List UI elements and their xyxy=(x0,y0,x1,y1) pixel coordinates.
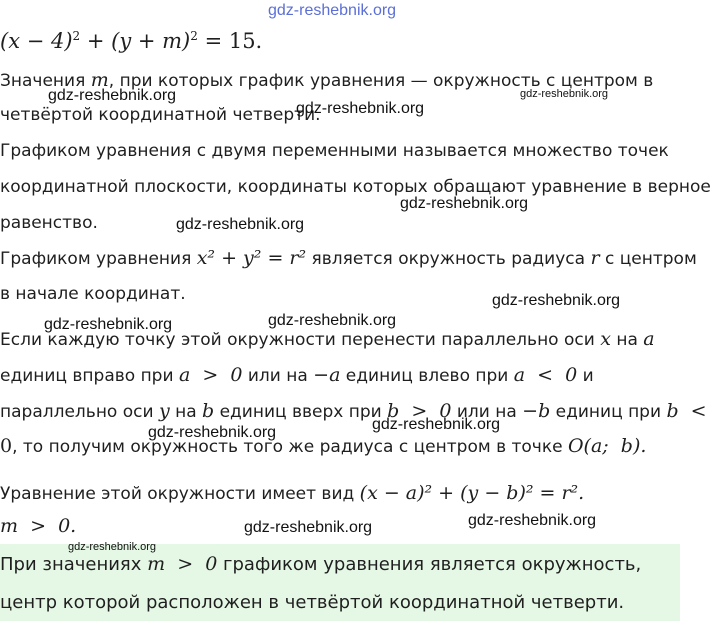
shift-var-y: y xyxy=(158,400,170,422)
shift-line-2 xyxy=(0,364,594,387)
eq-plus: + xyxy=(80,29,112,53)
circle-line-1 xyxy=(0,247,697,270)
intro-text-a: Значения xyxy=(0,71,91,91)
watermark: gdz-reshebnik.org xyxy=(148,424,277,441)
shift-var-a: a xyxy=(643,328,655,350)
watermark: gdz-reshebnik.org xyxy=(44,316,173,333)
intro-text-b: , при которых график уравнения — окружность с центром в xyxy=(108,71,654,91)
watermark: gdz-reshebnik.org xyxy=(520,88,609,100)
shift-line-3 xyxy=(0,400,707,423)
watermark: gdz-reshebnik.org xyxy=(268,312,397,329)
general-formula: (x − a)² + (y − b)² = r². xyxy=(359,482,585,504)
shift-cond-b-pos: b > 0 xyxy=(387,400,452,422)
shift-cond-a-pos: a > 0 xyxy=(178,364,243,386)
circle-text-a: Графиком уравнения xyxy=(0,249,197,269)
watermark: gdz-reshebnik.org xyxy=(296,100,425,117)
condition-line: m > 0. xyxy=(0,515,77,537)
watermark: gdz-reshebnik.org xyxy=(372,416,501,433)
shift-neg-a: −a xyxy=(313,364,341,386)
watermark: gdz-reshebnik.org xyxy=(68,541,157,553)
answer-cond: m > 0 xyxy=(147,553,218,575)
shift-line-4 xyxy=(0,435,646,458)
shift-text-up: единиц вверх при xyxy=(214,402,388,422)
shift-text-1: Если каждую точку этой окружности перенести параллельно оси xyxy=(0,330,601,350)
shift-text-left: единиц влево при xyxy=(340,366,514,386)
circle-text-b: является окружность радиуса xyxy=(306,249,591,269)
general-text: Уравнение этой окружности имеет вид xyxy=(0,484,360,504)
shift-text-3: параллельно оси xyxy=(0,402,159,422)
intro-var-m: m xyxy=(90,69,109,91)
main-equation xyxy=(0,30,262,52)
circle-line-2: в начале координат. xyxy=(0,284,186,304)
eq-rest: = 15. xyxy=(197,29,263,53)
shift-text-na-2: на xyxy=(169,402,203,422)
watermark: gdz-reshebnik.org xyxy=(492,292,621,309)
watermark: gdz-reshebnik.org xyxy=(268,2,397,19)
general-line xyxy=(0,482,584,505)
shift-var-b: b xyxy=(202,400,215,422)
watermark: gdz-reshebnik.org xyxy=(468,512,597,529)
eq-term-b: (y + m) xyxy=(111,29,191,53)
watermark: gdz-reshebnik.org xyxy=(48,87,177,104)
shift-text-4: , то получим окружность того же радиуса с центром в точке xyxy=(12,437,568,457)
circle-var-r: r xyxy=(590,247,600,269)
shift-zero: 0 xyxy=(0,435,13,457)
shift-cond-a-neg: a < 0 xyxy=(513,364,578,386)
shift-text-and: и xyxy=(577,366,594,386)
shift-text-units: единиц при xyxy=(550,402,667,422)
answer-line-1 xyxy=(0,553,641,576)
shift-neg-b: −b xyxy=(522,400,551,422)
intro-line-2: четвёртой координатной четверти. xyxy=(0,105,321,125)
shift-text-or: или на xyxy=(242,366,314,386)
definition-line-2: координатной плоскости, координаты которых обращают уравнение в верное xyxy=(0,177,711,197)
watermark: gdz-reshebnik.org xyxy=(400,195,529,212)
shift-cond-b-neg: b < xyxy=(666,400,707,422)
eq-exp-2: 2 xyxy=(190,29,198,43)
shift-text-na: на xyxy=(610,330,644,350)
circle-formula: x² + y² = r² xyxy=(196,247,307,269)
answer-text-a: При значениях xyxy=(0,554,148,575)
shift-var-x: x xyxy=(600,328,611,350)
eq-exp-1: 2 xyxy=(72,29,81,43)
circle-text-c: с центром xyxy=(599,249,697,269)
watermark: gdz-reshebnik.org xyxy=(176,216,305,233)
eq-term-a: (x − 4) xyxy=(0,29,73,53)
answer-line-2: центр которой расположен в четвёртой координатной четверти. xyxy=(0,592,625,613)
shift-text-or-2: или на xyxy=(451,402,523,422)
definition-line-1: Графиком уравнения с двумя переменными называется множество точек xyxy=(0,141,669,161)
definition-line-3: равенство. xyxy=(0,213,98,233)
shift-point: O(a; b). xyxy=(567,435,647,457)
watermark: gdz-reshebnik.org xyxy=(244,519,373,536)
answer-text-b: графиком уравнения является окружность, xyxy=(217,554,642,575)
shift-text-2: единиц вправо при xyxy=(0,366,179,386)
